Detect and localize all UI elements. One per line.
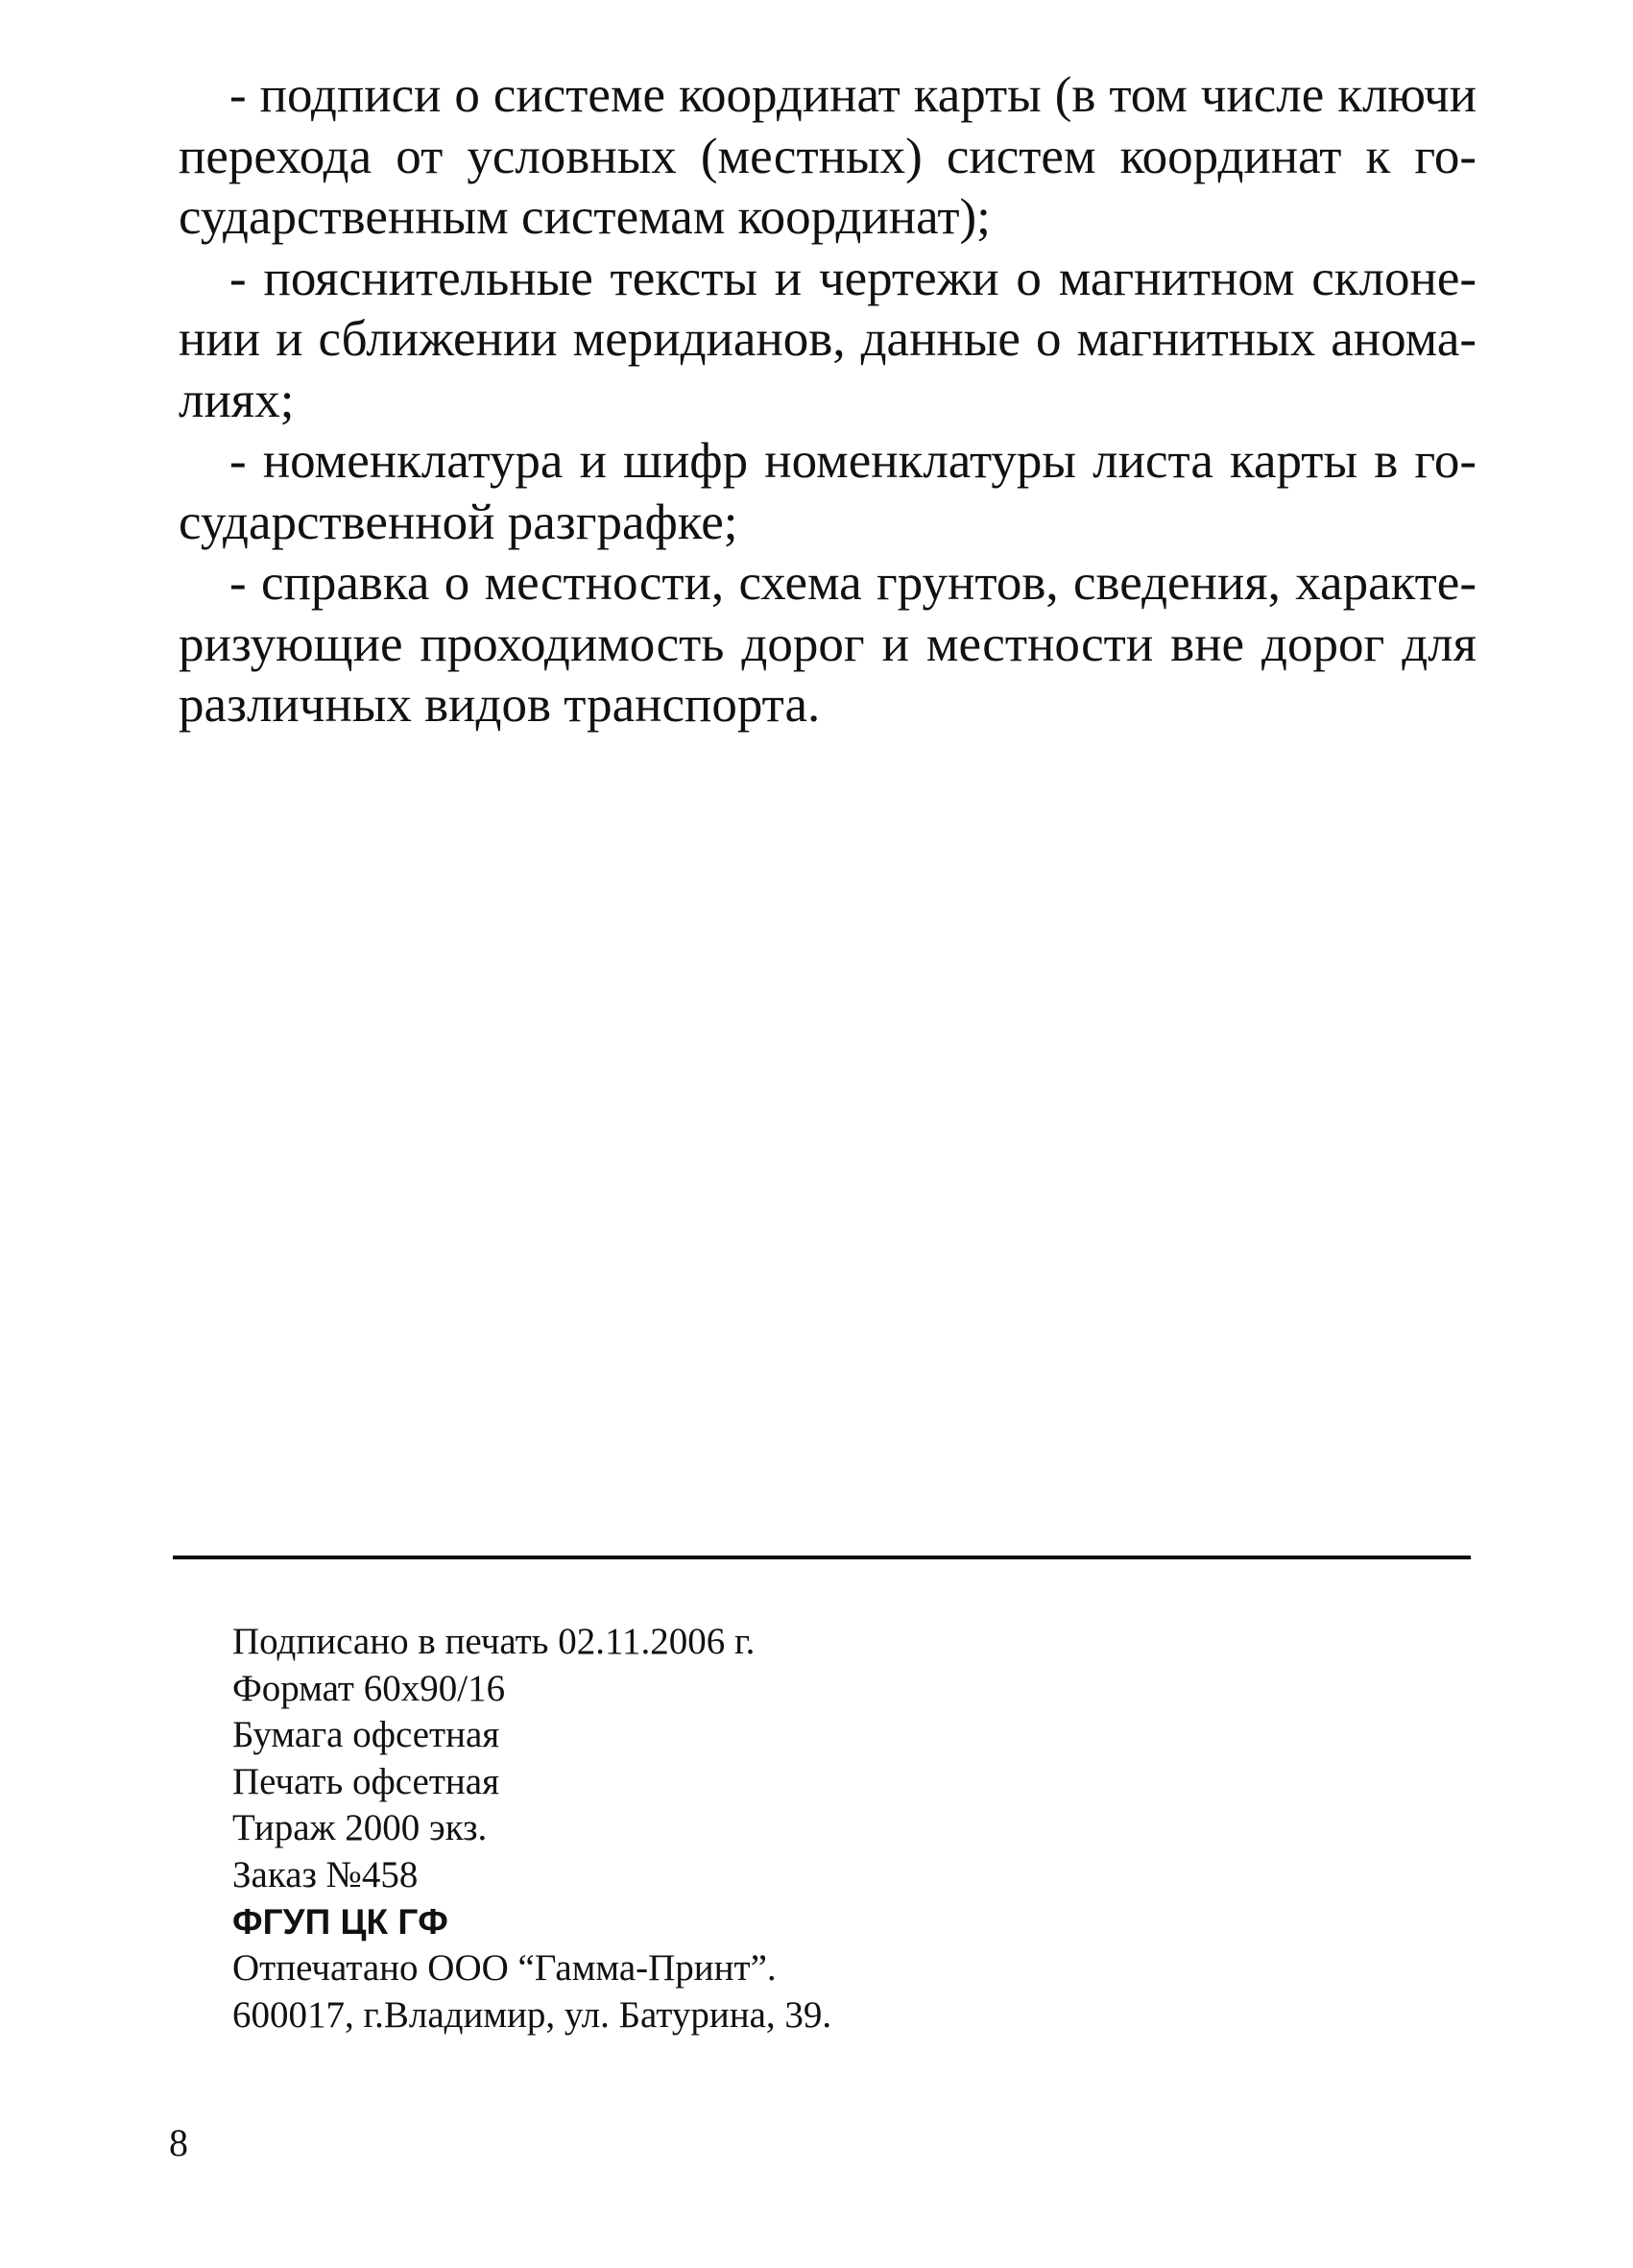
imprint-printed-by: Отпечатано ООО “Гамма-Принт”. <box>232 1947 777 1990</box>
page-number: 8 <box>169 2121 188 2164</box>
imprint-printing: Печать офсетная <box>232 1760 500 1802</box>
imprint-signed-date: Подписано в печать 02.11.2006 г. <box>232 1621 756 1662</box>
imprint-paper: Бумага офсетная <box>232 1714 500 1756</box>
imprint-address: 600017, г.Владимир, ул. Батурина, 39. <box>232 1993 832 2036</box>
paragraph-terrain-reference: - справка о местности, схема грунтов, сведения, характеризующие проходимость дорог и местности вне дорог для различных видов транспорта. <box>179 555 1477 733</box>
paragraph-coordinate-system: - подписи о системе координат карты (в том числе ключи перехода от условных (местных) систем координат к государственным системам координат); <box>179 67 1477 245</box>
imprint-circulation: Тираж 2000 экз. <box>232 1807 488 1849</box>
paragraph-magnetic-declination: - пояснительные тексты и чертежи о магнитном склонении и сближении меридианов, данные о магнитных аномалиях; <box>179 250 1477 428</box>
main-text <box>179 65 1477 736</box>
imprint-order: Заказ №458 <box>232 1853 419 1895</box>
paragraph-nomenclature: - номенклатура и шифр номенклатуры листа карты в государственной разграфке; <box>179 433 1477 550</box>
imprint-block <box>232 1619 1288 2039</box>
imprint-publisher: ФГУП ЦК ГФ <box>232 1901 448 1942</box>
imprint-format: Формат 60x90/16 <box>232 1667 506 1709</box>
horizontal-divider <box>173 1556 1471 1559</box>
